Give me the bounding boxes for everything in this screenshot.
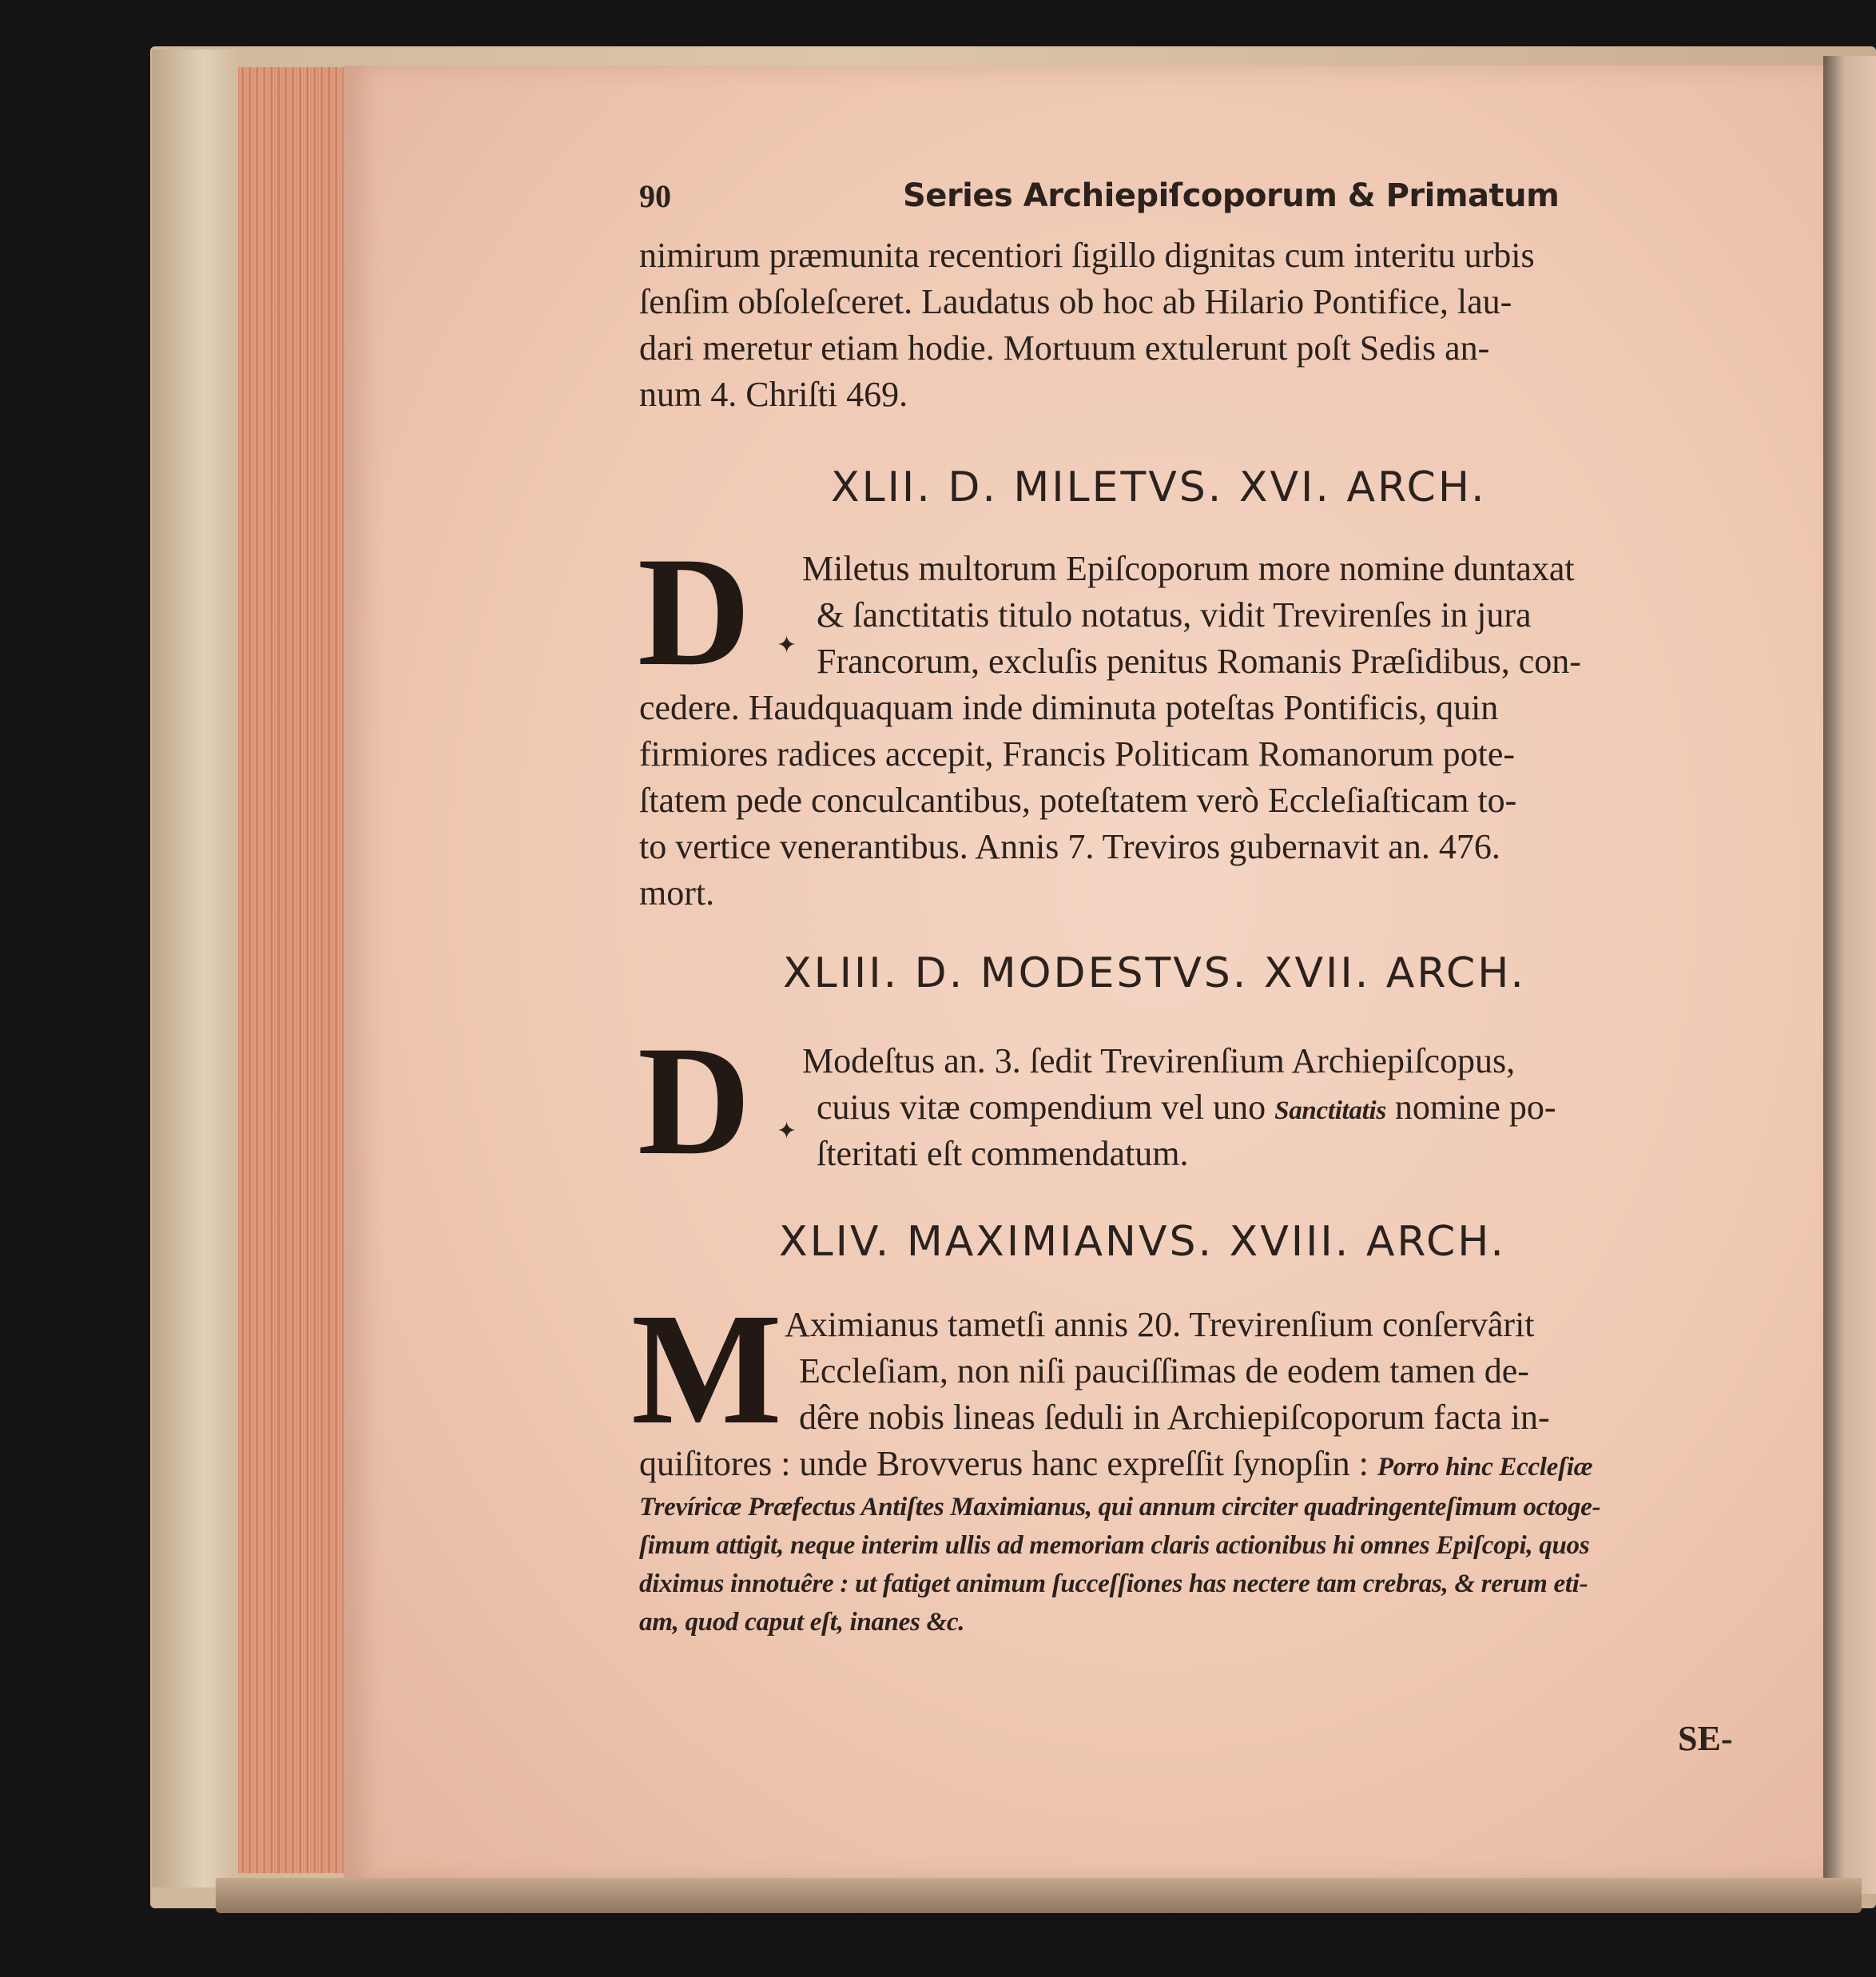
text-line: ſenſim obſoleſceret. Laudatus ob hoc ab Hilario Pontifice, lau-: [639, 282, 1512, 321]
drop-cap-initial: D: [638, 525, 751, 698]
text-line: Aximianus tametſi annis 20. Trevirenſium conſervârit: [785, 1305, 1535, 1344]
italic-quotation-line: ſimum attigit, neque interim ullis ad memoriam claris actionibus hi omnes Epiſcopi, quos: [639, 1531, 1590, 1560]
catchword: SE-: [1678, 1719, 1733, 1758]
text-line: ſteritati eſt commendatum.: [817, 1134, 1189, 1173]
text-line: Miletus multorum Epiſcoporum more nomine duntaxat: [802, 549, 1575, 588]
text-line-with-italic: cuius vitæ compendium vel uno Sanctitatis nomine po-: [817, 1088, 1556, 1127]
section-heading-maximianus: XLIV. MAXIMIANVS. XVIII. ARCH.: [779, 1218, 1506, 1266]
page-number: 90: [639, 178, 671, 214]
text-line: num 4. Chriſti 469.: [639, 375, 908, 414]
text-line-with-italic: quiſitores : unde Brovverus hanc expreſſit ſynopſin : Porro hinc Eccleſiæ: [639, 1444, 1593, 1483]
text-line: Francorum, excluſis penitus Romanis Præſidibus, con-: [817, 642, 1581, 681]
fleuron-ornament: ✦: [777, 1117, 797, 1145]
drop-cap-initial: D: [638, 1014, 751, 1187]
bottom-cover-edge: [216, 1878, 1862, 1913]
text-line: firmiores radices accepit, Francis Politicam Romanorum pote-: [639, 734, 1516, 774]
running-title: Series Archiepiſcoporum & Primatum: [903, 177, 1560, 214]
italic-quotation-line: am, quod caput eſt, inanes &c.: [639, 1608, 965, 1637]
text-line: nimirum præmunita recentiori ſigillo dignitas cum interitu urbis: [639, 236, 1535, 275]
vellum-binding: [152, 50, 238, 1887]
text-line: mort.: [639, 873, 715, 913]
text-line: Modeſtus an. 3. ſedit Trevirenſium Archiepiſcopus,: [802, 1041, 1516, 1080]
italic-quotation-line: Trevíricæ Præfectus Antiſtes Maximianus, qui annum circiter quadringenteſimum octoge-: [639, 1493, 1601, 1522]
red-page-edges: [238, 67, 356, 1873]
text-line: dari meretur etiam hodie. Mortuum extulerunt poſt Sedis an-: [639, 328, 1490, 368]
drop-cap-initial: M: [631, 1281, 782, 1458]
section-heading-miletus: XLII. D. MILETVS. XVI. ARCH.: [831, 463, 1487, 511]
text-line: Eccleſiam, non niſi pauciſſimas de eodem tamen de-: [799, 1351, 1529, 1390]
text-line: ſtatem pede conculcantibus, poteſtatem verò Eccleſiaſticam to-: [639, 781, 1517, 820]
text-line: cedere. Haudquaquam inde diminuta poteſtas Pontificis, quin: [639, 688, 1499, 727]
text-line: to vertice venerantibus. Annis 7. Treviros gubernavit an. 476.: [639, 827, 1500, 866]
section-heading-modestus: XLIII. D. MODESTVS. XVII. ARCH.: [783, 949, 1526, 997]
text-line: dêre nobis lineas ſeduli in Archiepiſcoporum facta in-: [799, 1398, 1550, 1437]
text-line: & ſanctitatis titulo notatus, vidit Trevirenſes in jura: [817, 595, 1532, 634]
italic-quotation-line: diximus innotuêre : ut fatiget animum ſucceſſiones has nectere tam crebras, & rerum eti-: [639, 1569, 1588, 1598]
fleuron-ornament: ✦: [777, 631, 797, 659]
facing-page-edge: [1823, 56, 1876, 1894]
